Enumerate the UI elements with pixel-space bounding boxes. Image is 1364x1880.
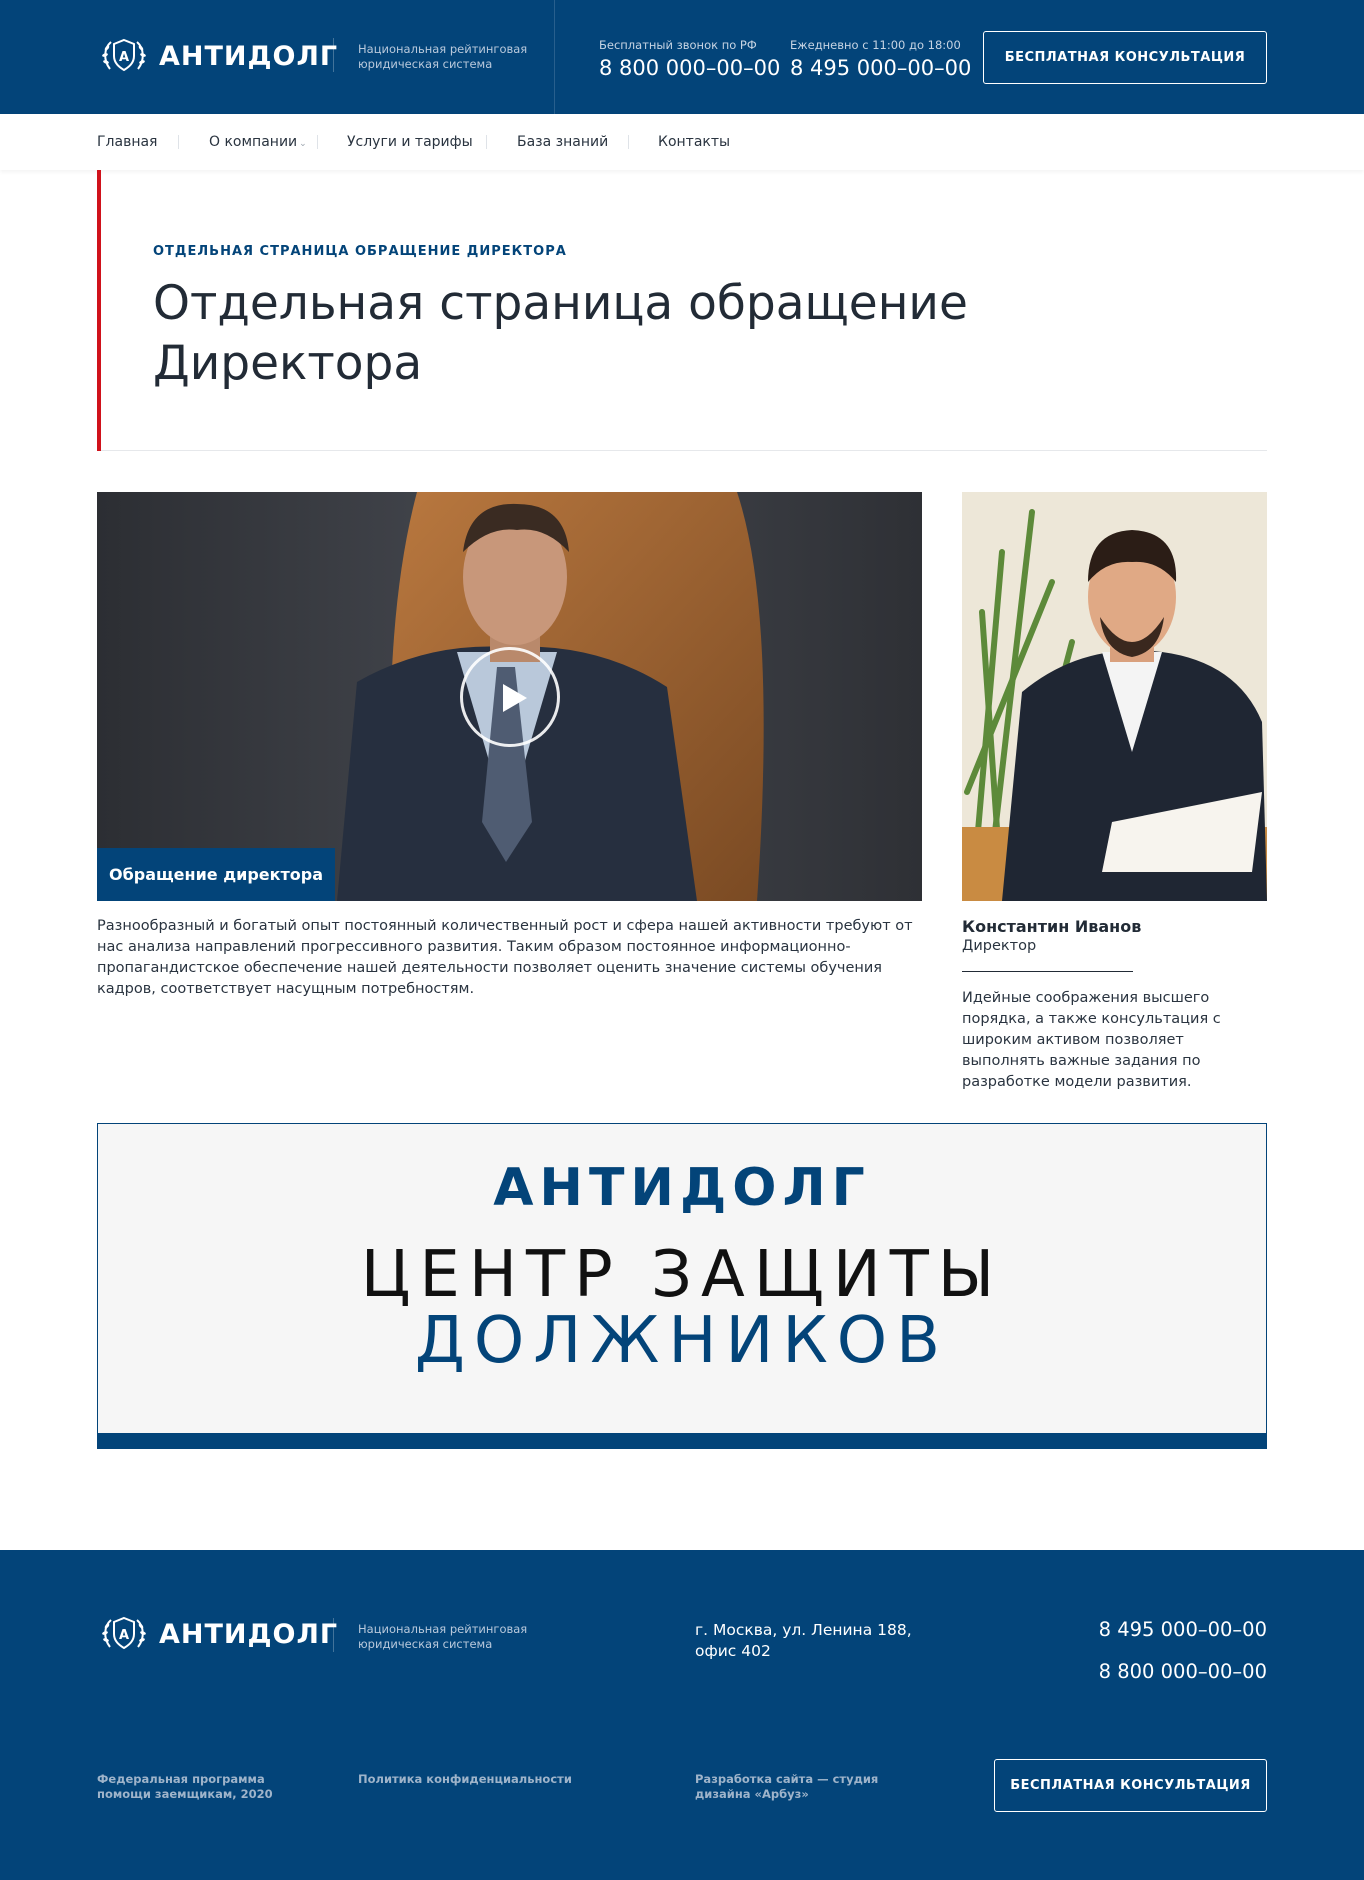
- laurel-shield-icon: [97, 34, 151, 78]
- footer-program-text: Федеральная программа помощи заемщикам, 2020: [97, 1772, 273, 1801]
- nav-separator: [178, 135, 179, 149]
- footer-developer-link[interactable]: Разработка сайта — студия дизайна «Арбуз»: [695, 1772, 879, 1801]
- svg-text:A: A: [118, 50, 130, 65]
- laurel-shield-icon: [97, 1612, 151, 1656]
- nav-item-about-label: О компании: [209, 134, 298, 150]
- footer-phone-moscow[interactable]: 8 495 000–00–00: [1098, 1618, 1267, 1641]
- daily-call-label: Ежедневно с 11:00 до 18:00: [790, 38, 961, 52]
- brand-tagline: Национальная рейтинговая юридическая система: [358, 42, 528, 71]
- director-role: Директор: [962, 938, 1037, 954]
- header-logo[interactable]: [97, 34, 338, 78]
- chevron-down-icon: ⌄: [299, 139, 307, 149]
- site-footer: [0, 1550, 1364, 1880]
- page-title: Отдельная страница обращение Директора: [153, 276, 968, 391]
- banner-brand: АНТИДОЛГ: [493, 1158, 871, 1218]
- nav-separator: [317, 135, 318, 149]
- director-name: Константин Иванов: [962, 917, 1142, 936]
- director-quote: Идейные соображения высшего порядка, а также консультация с широким активом позволяет выполнять важные задания по разработке модели развития.: [962, 990, 1221, 1090]
- promo-banner-bottom-bar: [97, 1433, 1267, 1449]
- nav-separator: [486, 135, 487, 149]
- footer-divider: [333, 1618, 334, 1652]
- footer-address: г. Москва, ул. Ленина 188, офис 402: [695, 1621, 912, 1660]
- video-caption: Обращение директора: [97, 848, 335, 901]
- director-photo-image: [962, 492, 1267, 901]
- free-call-phone[interactable]: 8 800 000–00–00: [599, 56, 781, 80]
- footer-privacy-link[interactable]: Политика конфиденциальности: [358, 1772, 572, 1786]
- title-accent-bar: [97, 170, 101, 451]
- director-divider: [962, 971, 1133, 972]
- header-separator: [554, 0, 555, 114]
- footer-free-consultation-button[interactable]: БЕСПЛАТНАЯ КОНСУЛЬТАЦИЯ: [994, 1759, 1267, 1812]
- nav-item-knowledge-base[interactable]: База знаний: [517, 134, 609, 150]
- free-call-label: Бесплатный звонок по РФ: [599, 38, 757, 52]
- nav-item-home[interactable]: Главная: [97, 134, 158, 150]
- footer-brand-name: АНТИДОЛГ: [159, 1618, 339, 1650]
- daily-call-phone[interactable]: 8 495 000–00–00: [790, 56, 972, 80]
- daily-call-block: [790, 38, 971, 80]
- banner-headline-line1: ЦЕНТР ЗАЩИТЫ: [360, 1238, 1004, 1312]
- banner-headline-line2: ДОЛЖНИКОВ: [414, 1304, 950, 1378]
- play-button[interactable]: [460, 647, 560, 747]
- title-divider: [101, 450, 1267, 451]
- svg-text:A: A: [118, 1628, 130, 1643]
- nav-item-contacts[interactable]: Контакты: [658, 134, 731, 150]
- nav-item-about[interactable]: [209, 134, 307, 150]
- free-call-block: [599, 38, 780, 80]
- footer-tagline: Национальная рейтинговая юридическая система: [358, 1622, 528, 1651]
- header-divider: [333, 38, 334, 72]
- play-icon: [503, 684, 527, 712]
- page-kicker: ОТДЕЛЬНАЯ СТРАНИЦА ОБРАЩЕНИЕ ДИРЕКТОРА: [153, 244, 567, 259]
- brand-name: АНТИДОЛГ: [159, 40, 339, 72]
- footer-phone-free[interactable]: 8 800 000–00–00: [1098, 1660, 1267, 1683]
- footer-logo[interactable]: [97, 1612, 338, 1656]
- video-description: Разнообразный и богатый опыт постоянный количественный рост и сфера нашей активности требуют от нас анализа направлений прогрессивного развития. Таким образом постоянное информационно-пропагандистское обеспечение нашей деятельности позволяет оценить значение системы обучения кадров, соответствует насущным потребностям.: [97, 918, 913, 997]
- free-consultation-button[interactable]: БЕСПЛАТНАЯ КОНСУЛЬТАЦИЯ: [983, 31, 1267, 84]
- nav-item-services[interactable]: Услуги и тарифы: [347, 134, 473, 150]
- director-photo: [962, 492, 1267, 901]
- nav-separator: [628, 135, 629, 149]
